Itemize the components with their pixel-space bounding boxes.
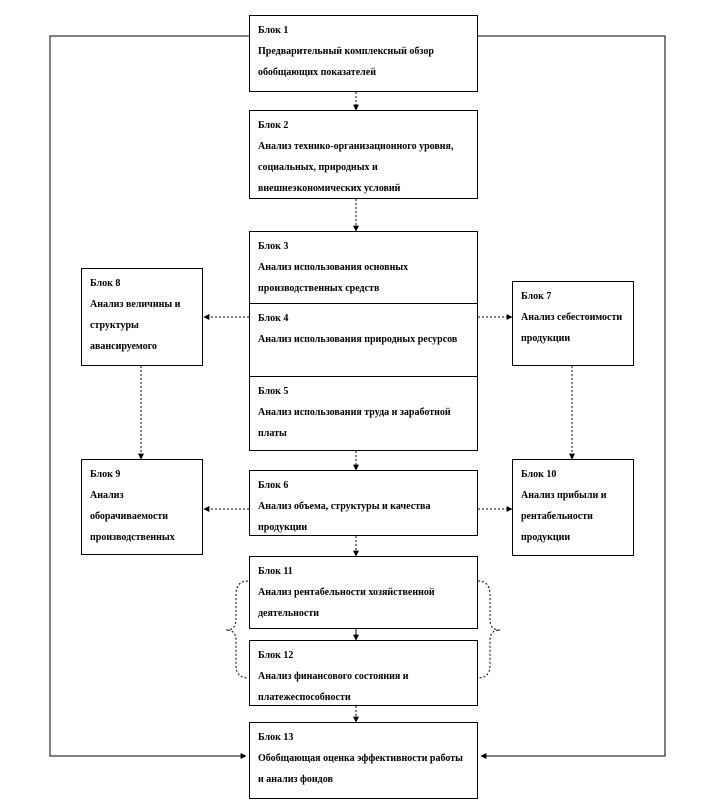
block-5 — [250, 377, 477, 451]
block-3-title: Блок 3 — [258, 241, 289, 252]
block-4-text: Анализ использования природных ресурсов — [258, 334, 458, 345]
block-10-title: Блок 10 — [521, 469, 557, 480]
block-2-text: Анализ технико-организационного уровня, социальных, природных и внешнеэкономических условий — [258, 141, 454, 194]
block-9 — [81, 459, 203, 555]
block-4 — [250, 304, 477, 377]
block-13-title: Блок 13 — [258, 732, 294, 743]
block-2-title: Блок 2 — [258, 120, 289, 131]
block-10-text: Анализ прибыли и рентабельности продукции — [521, 490, 607, 543]
block-12-text: Анализ финансового состояния и платежеспособности — [258, 671, 409, 703]
block-3-5-group — [249, 231, 478, 451]
block-7 — [512, 281, 634, 366]
block-10 — [512, 459, 634, 556]
block-11-title: Блок 11 — [258, 566, 293, 577]
block-5-title: Блок 5 — [258, 386, 289, 397]
block-8-text: Анализ величины и структуры авансируемого — [90, 299, 181, 352]
block-7-text: Анализ себестоимости продукции — [521, 312, 623, 344]
block-6-title: Блок 6 — [258, 480, 289, 491]
block-7-title: Блок 7 — [521, 291, 552, 302]
block-11-text: Анализ рентабельности хозяйственной деятельности — [258, 587, 435, 619]
block-1-text: Предварительный комплексный обзор обобщающих показателей — [258, 46, 434, 78]
block-13-text: Обобщающая оценка эффективности работы и анализ фондов — [258, 753, 463, 785]
block-6-text: Анализ объема, структуры и качества продукции — [258, 501, 431, 533]
block-4-title: Блок 4 — [258, 313, 289, 324]
block-2 — [249, 110, 478, 199]
loop-left — [50, 36, 249, 756]
block-5-text: Анализ использования труда и заработной платы — [258, 407, 451, 439]
block-13 — [249, 722, 478, 799]
block-3 — [250, 232, 477, 304]
block-3-text: Анализ использования основных производственных средств — [258, 262, 409, 294]
block-9-title: Блок 9 — [90, 469, 121, 480]
block-12 — [249, 640, 478, 706]
block-11 — [249, 556, 478, 629]
block-1 — [249, 15, 478, 92]
brace-left — [226, 581, 248, 678]
block-8 — [81, 268, 203, 366]
block-12-title: Блок 12 — [258, 650, 294, 661]
block-9-text: Анализ оборачиваемости производственных — [90, 490, 175, 543]
block-8-title: Блок 8 — [90, 278, 121, 289]
block-1-title: Блок 1 — [258, 25, 289, 36]
block-6 — [249, 470, 478, 536]
brace-right — [478, 581, 500, 678]
